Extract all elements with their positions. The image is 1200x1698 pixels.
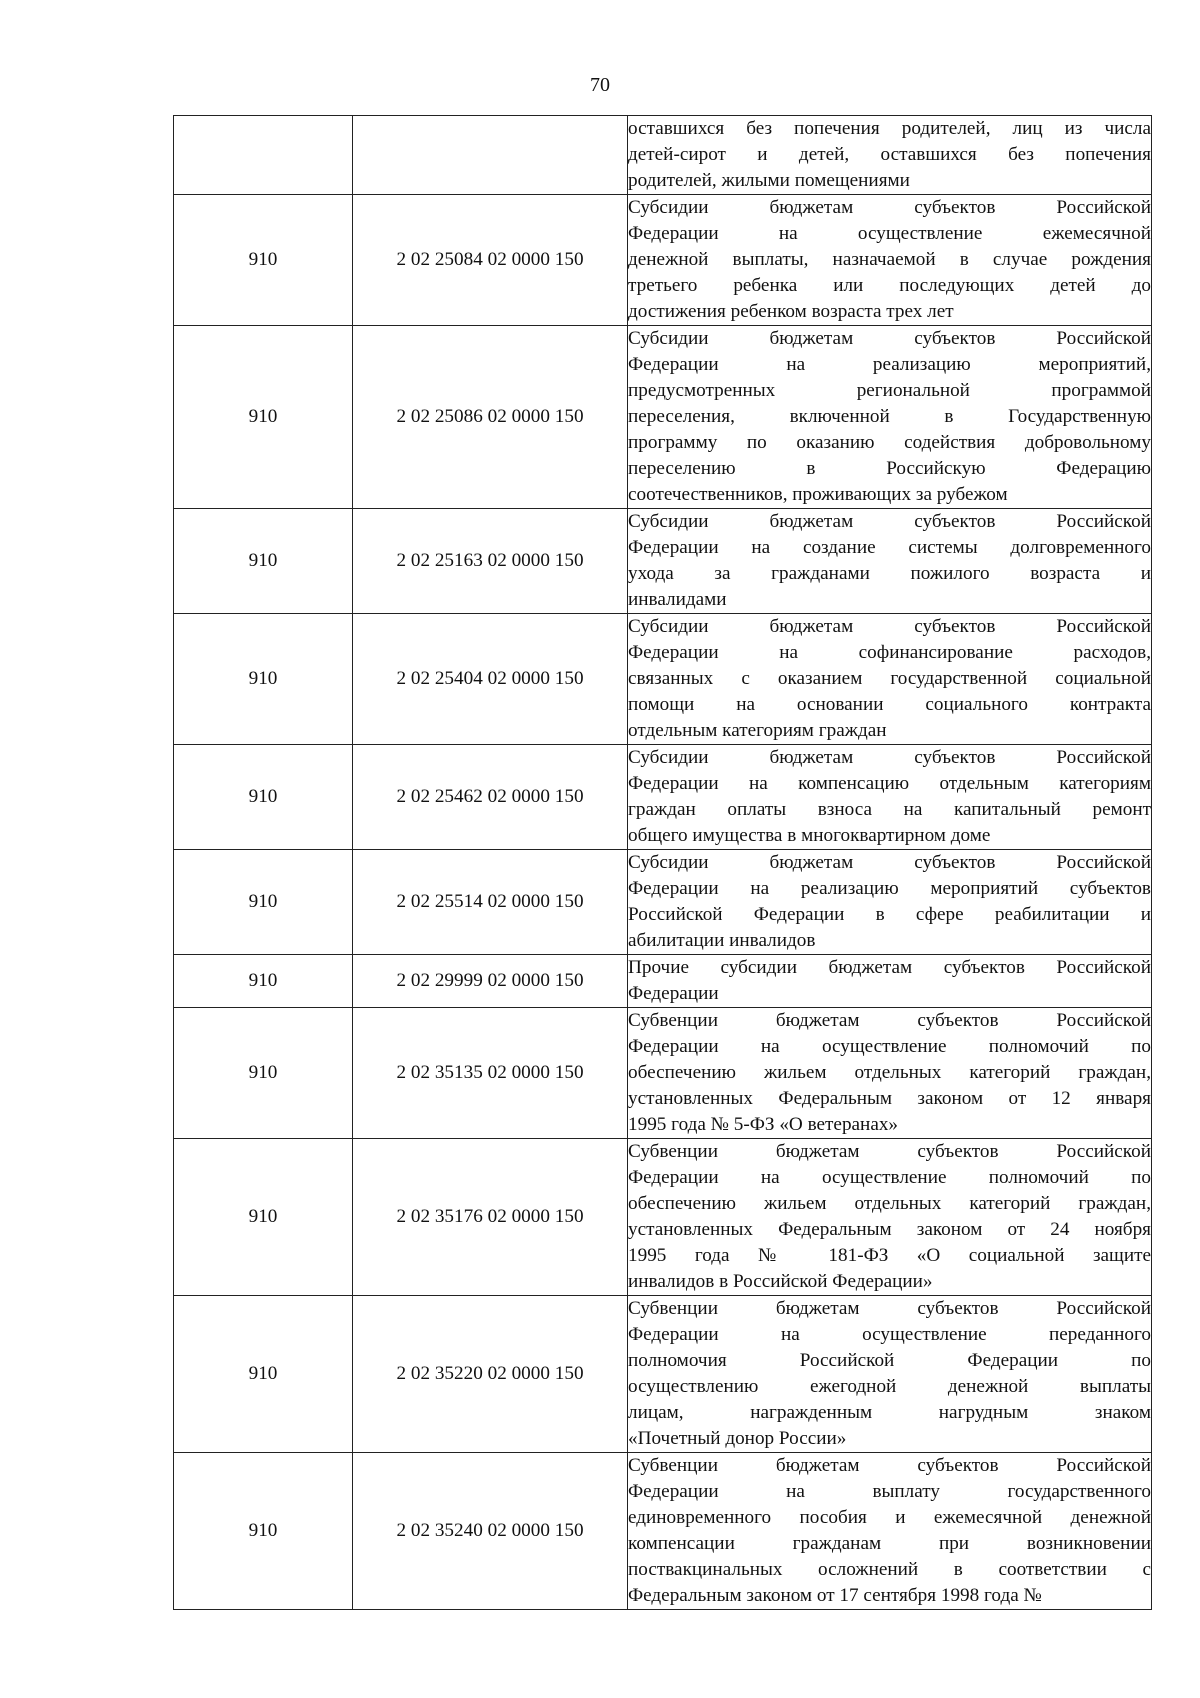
revenue-name-cell: [628, 195, 1152, 326]
revenue-name-line: Федерации на осуществление полномочий по: [628, 1036, 1151, 1057]
admin-code-cell: 910: [174, 1296, 353, 1453]
revenue-name-line: компенсации гражданам при возникновении: [628, 1533, 1151, 1554]
table-row: [174, 1296, 1152, 1453]
revenue-name-line: отдельным категориям граждан: [628, 720, 887, 741]
revenue-name-line: Федерации на осуществление переданного: [628, 1324, 1151, 1345]
revenue-name-line: граждан оплаты взноса на капитальный ремонт: [628, 799, 1151, 820]
revenue-name-line: лицам, награжденным нагрудным знаком: [628, 1402, 1151, 1423]
admin-code-cell: 910: [174, 955, 353, 1008]
revenue-name-line: Федеральным законом от 17 сентября 1998 года №: [628, 1585, 1042, 1606]
revenue-name-cell: [628, 1453, 1152, 1610]
revenue-name-cell: [628, 509, 1152, 614]
revenue-name-line: программу по оказанию содействия добровольному: [628, 432, 1151, 453]
revenue-name-line: инвалидов в Российской Федерации»: [628, 1271, 933, 1292]
revenue-code-cell: [353, 116, 628, 195]
revenue-name-line: Российской Федерации в сфере реабилитации и: [628, 904, 1151, 925]
revenue-name-line: Федерации на выплату государственного: [628, 1481, 1151, 1502]
revenue-name-cell: [628, 116, 1152, 195]
table-row: [174, 745, 1152, 850]
revenue-name-line: единовременного пособия и ежемесячной денежной: [628, 1507, 1151, 1528]
revenue-name-cell: [628, 614, 1152, 745]
revenue-name-line: Федерации на компенсацию отдельным категориям: [628, 773, 1151, 794]
table-row: [174, 850, 1152, 955]
admin-code-cell: 910: [174, 1139, 353, 1296]
revenue-code-cell: 2 02 25462 02 0000 150: [353, 745, 628, 850]
revenue-name-line: обеспечению жильем отдельных категорий граждан,: [628, 1193, 1151, 1214]
revenue-name-cell: [628, 850, 1152, 955]
revenue-name-line: Федерации на реализацию мероприятий,: [628, 354, 1151, 375]
revenue-name-cell: [628, 1139, 1152, 1296]
revenue-name-line: Субвенции бюджетам субъектов Российской: [628, 1298, 1151, 1319]
revenue-name-line: 1995 года № 181-ФЗ «О социальной защите: [628, 1245, 1151, 1266]
revenue-name-line: установленных Федеральным законом от 12 января: [628, 1088, 1151, 1109]
revenue-code-cell: 2 02 35176 02 0000 150: [353, 1139, 628, 1296]
revenue-name-line: связанных с оказанием государственной социальной: [628, 668, 1151, 689]
revenue-name-line: ухода за гражданами пожилого возраста и: [628, 563, 1151, 584]
revenue-name-line: Субсидии бюджетам субъектов Российской: [628, 747, 1151, 768]
admin-code-cell: 910: [174, 850, 353, 955]
revenue-name-cell: [628, 1296, 1152, 1453]
admin-code-cell: 910: [174, 1453, 353, 1610]
revenue-name-line: осуществлению ежегодной денежной выплаты: [628, 1376, 1151, 1397]
revenue-code-cell: 2 02 29999 02 0000 150: [353, 955, 628, 1008]
budget-revenue-table: [173, 115, 1152, 1610]
revenue-name-line: Федерации на осуществление полномочий по: [628, 1167, 1151, 1188]
revenue-name-line: установленных Федеральным законом от 24 ноября: [628, 1219, 1151, 1240]
revenue-name-line: обеспечению жильем отдельных категорий граждан,: [628, 1062, 1151, 1083]
revenue-name-line: поствакцинальных осложнений в соответствии с: [628, 1559, 1151, 1580]
revenue-name-line: денежной выплаты, назначаемой в случае рождения: [628, 249, 1151, 270]
revenue-code-cell: 2 02 25404 02 0000 150: [353, 614, 628, 745]
admin-code-cell: 910: [174, 745, 353, 850]
revenue-name-line: Субсидии бюджетам субъектов Российской: [628, 852, 1151, 873]
admin-code-cell: 910: [174, 509, 353, 614]
revenue-name-line: общего имущества в многоквартирном доме: [628, 825, 991, 846]
revenue-name-line: Субвенции бюджетам субъектов Российской: [628, 1141, 1151, 1162]
revenue-name-cell: [628, 326, 1152, 509]
revenue-name-line: Федерации на реализацию мероприятий субъектов: [628, 878, 1151, 899]
table-body: [174, 116, 1152, 1610]
revenue-name-line: Федерации: [628, 983, 719, 1004]
revenue-name-line: помощи на основании социального контракта: [628, 694, 1151, 715]
revenue-name-line: Федерации на осуществление ежемесячной: [628, 223, 1151, 244]
revenue-name-line: 1995 года № 5-ФЗ «О ветеранах»: [628, 1114, 899, 1135]
revenue-name-line: «Почетный донор России»: [628, 1428, 847, 1449]
table-row: [174, 326, 1152, 509]
revenue-name-line: Субсидии бюджетам субъектов Российской: [628, 328, 1151, 349]
revenue-name-cell: [628, 1008, 1152, 1139]
revenue-name-line: родителей, жилыми помещениями: [628, 170, 910, 191]
revenue-name-line: Субсидии бюджетам субъектов Российской: [628, 511, 1151, 532]
revenue-name-line: соотечественников, проживающих за рубежом: [628, 484, 1008, 505]
table-row: [174, 1008, 1152, 1139]
revenue-name-line: Федерации на софинансирование расходов,: [628, 642, 1151, 663]
admin-code-cell: 910: [174, 614, 353, 745]
revenue-code-cell: 2 02 35220 02 0000 150: [353, 1296, 628, 1453]
admin-code-cell: 910: [174, 326, 353, 509]
revenue-name-line: детей-сирот и детей, оставшихся без попечения: [628, 144, 1151, 165]
revenue-name-line: достижения ребенком возраста трех лет: [628, 301, 954, 322]
revenue-name-line: Субсидии бюджетам субъектов Российской: [628, 197, 1151, 218]
admin-code-cell: 910: [174, 1008, 353, 1139]
revenue-name-line: оставшихся без попечения родителей, лиц из числа: [628, 118, 1151, 139]
table-row: [174, 955, 1152, 1008]
revenue-code-cell: 2 02 25086 02 0000 150: [353, 326, 628, 509]
table-row: [174, 1139, 1152, 1296]
revenue-code-cell: 2 02 25084 02 0000 150: [353, 195, 628, 326]
revenue-name-line: Субсидии бюджетам субъектов Российской: [628, 616, 1151, 637]
revenue-name-line: предусмотренных региональной программой: [628, 380, 1151, 401]
table-row: [174, 116, 1152, 195]
table-row: [174, 195, 1152, 326]
table-row: [174, 1453, 1152, 1610]
revenue-name-cell: [628, 955, 1152, 1008]
revenue-name-line: инвалидами: [628, 589, 727, 610]
revenue-name-line: Субвенции бюджетам субъектов Российской: [628, 1455, 1151, 1476]
page-number: 70: [590, 74, 610, 96]
revenue-name-line: Федерации на создание системы долговременного: [628, 537, 1151, 558]
revenue-code-cell: 2 02 25163 02 0000 150: [353, 509, 628, 614]
revenue-name-line: Субвенции бюджетам субъектов Российской: [628, 1010, 1151, 1031]
revenue-code-cell: 2 02 35135 02 0000 150: [353, 1008, 628, 1139]
table-row: [174, 509, 1152, 614]
revenue-code-cell: 2 02 25514 02 0000 150: [353, 850, 628, 955]
revenue-name-line: переселения, включенной в Государственную: [628, 406, 1151, 427]
revenue-name-line: полномочия Российской Федерации по: [628, 1350, 1151, 1371]
revenue-name-line: переселению в Российскую Федерацию: [628, 458, 1151, 479]
revenue-name-cell: [628, 745, 1152, 850]
revenue-name-line: третьего ребенка или последующих детей до: [628, 275, 1151, 296]
table-row: [174, 614, 1152, 745]
revenue-code-cell: 2 02 35240 02 0000 150: [353, 1453, 628, 1610]
admin-code-cell: 910: [174, 195, 353, 326]
admin-code-cell: [174, 116, 353, 195]
revenue-name-line: абилитации инвалидов: [628, 930, 816, 951]
revenue-name-line: Прочие субсидии бюджетам субъектов Российской: [628, 957, 1151, 978]
